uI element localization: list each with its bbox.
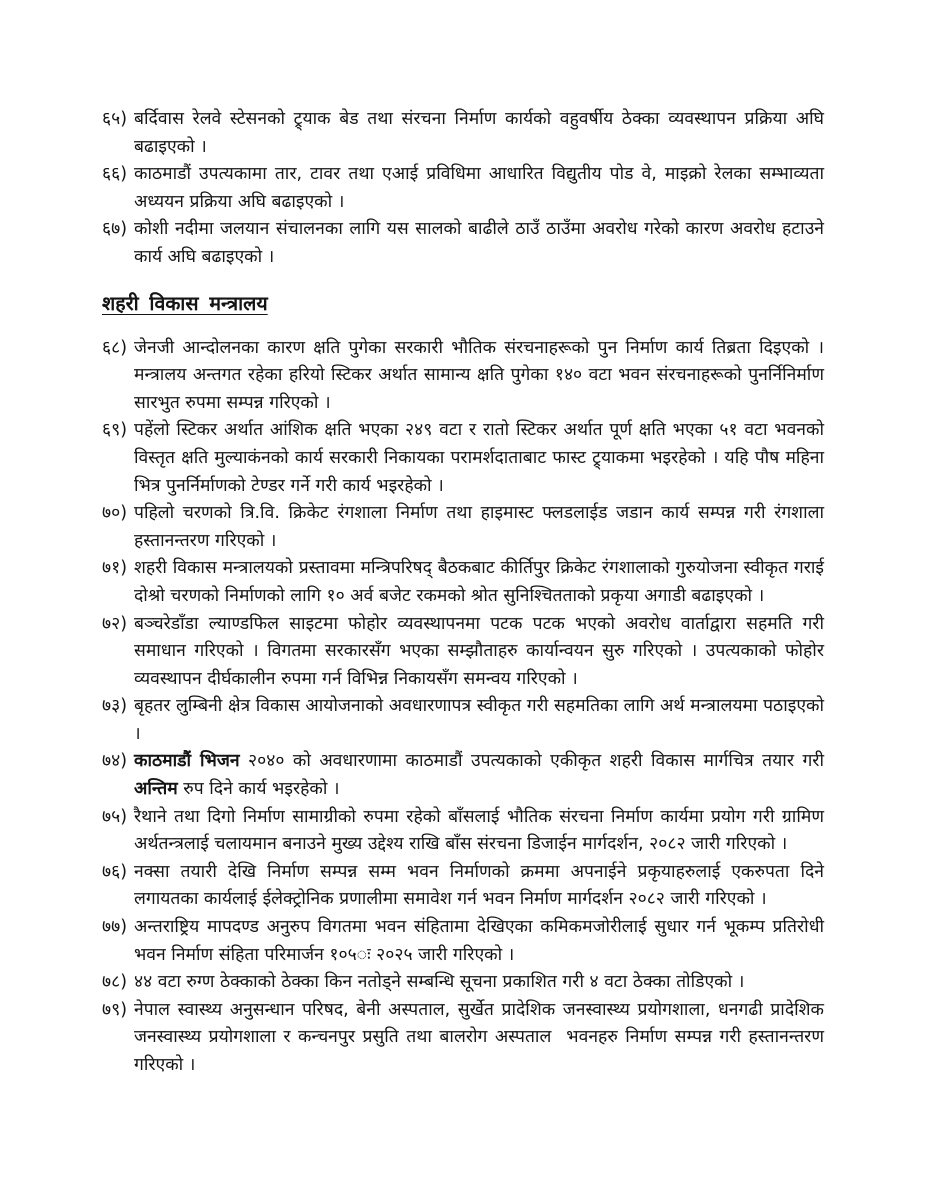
- list-item: [102, 969, 824, 997]
- item-text: काठमाडौं उपत्यकामा तार, टावर तथा एआई प्रविधिमा आधारित विद्युतीय पोड वे, माइक्रो रेलका सम्भाव्यता अध्ययन प्रक्रिया अघि बढाइएको ।: [134, 164, 824, 212]
- list-item: [102, 500, 824, 555]
- section-heading: शहरी विकास मन्त्रालय: [102, 291, 268, 315]
- item-text: पहिलो चरणको त्रि.वि. क्रिकेट रंगशाला निर्माण तथा हाइमास्ट फ्लडलाईड जडान कार्य सम्पन्न गरी रंगशाला हस्तानन्तरण गरिएको ।: [134, 503, 824, 551]
- list-item: [102, 161, 824, 216]
- item-text: नक्सा तयारी देखि निर्माण सम्पन्न सम्म भवन निर्माणको क्रममा अपनाईने प्रकृयाहरुलाई एकरुपता दिने लगायतका कार्यलाई ईलेक्ट्रोनिक प्रणालीमा समावेश गर्न भवन निर्माण मार्गदर्शन २०८२ जारी गरिएको ।: [134, 861, 824, 910]
- item-number: ६८): [102, 337, 128, 358]
- item-text: बर्दिवास रेलवे स्टेसनको ट्र्याक बेड तथा संरचना निर्माण कार्यको वहुवर्षीय ठेक्का व्यवस्थापन प्रक्रिया अघि बढाइएको ।: [134, 109, 824, 157]
- list-item: [102, 611, 824, 694]
- bold-phrase: अन्तिम: [134, 779, 178, 800]
- list-item: [102, 997, 824, 1080]
- item-text: [134, 748, 824, 803]
- item-number: ६७): [102, 219, 128, 240]
- item-number: ७५): [102, 806, 128, 827]
- document-page: [102, 106, 824, 1080]
- item-text: पहेंलो स्टिकर अर्थात आंशिक क्षति भएका २४९ वटा र रातो स्टिकर अर्थात पूर्ण क्षति भएका ५१ वटा भवनको विस्तृत क्षति मुल्याकंनको कार्य सरकारी निकायका परामर्शदाताबाट फास्ट ट्र्याकमा भइरहेको । यहि पौष महिना भित्र पुनर्निर्माणको टेण्डर गर्ने गरी कार्य भइरहेको ।: [134, 420, 824, 496]
- item-number: ७४): [102, 751, 128, 772]
- item-text: ४४ वटा रुग्ण ठेक्काको ठेक्का किन नतोड्ने सम्बन्धि सूचना प्रकाशित गरी ४ वटा ठेक्का तोडिएको ।: [134, 972, 745, 993]
- list-item: [102, 804, 824, 859]
- list-item: [102, 914, 824, 969]
- item-text: जेनजी आन्दोलनका कारण क्षति पुगेका सरकारी भौतिक संरचनाहरूको पुन निर्माण कार्य तिब्रता दिइएको । मन्त्रालय अन्तगत रहेका हरियो स्टिकर अर्थात सामान्य क्षति पुगेका १४० वटा भवन संरचनाहरूको पुनर्निनिर्माण सारभुत रुपमा सम्पन्न गरिएको ।: [134, 337, 824, 413]
- item-number: ७६): [102, 861, 128, 882]
- item-number: ६९): [102, 420, 128, 441]
- list-item: [102, 216, 824, 271]
- item-text: नेपाल स्वास्थ्य अनुसन्धान परिषद, बेनी अस्पताल, सुर्खेत प्रादेशिक जनस्वास्थ्य प्रयोगशाला, धनगढी प्रादेशिक जनस्वास्थ्य प्रयोगशाला र कन्चनपुर प्रसुति तथा बालरोग अस्पताल भवनहरु निर्माण सम्पन्न गरी हस्तानन्तरण गरिएको ।: [134, 999, 824, 1075]
- item-text: बञ्चरेडाँडा ल्याण्डफिल साइटमा फोहोर व्यवस्थापनमा पटक पटक भएको अवरोध वार्ताद्वारा सहमति गरी समाधान गरिएको । विगतमा सरकारसँग भएका सम्झौताहरु कार्यान्वयन सुरु गरिएको । उपत्यकाको फोहोर व्यवस्थापन दीर्घकालीन रुपमा गर्न विभिन्न निकायसँग समन्वय गरिएको ।: [134, 613, 824, 689]
- item-text: बृहतर लुम्बिनी क्षेत्र विकास आयोजनाको अवधारणापत्र स्वीकृत गरी सहमतिका लागि अर्थ मन्त्रालयमा पठाइएको ।: [134, 696, 824, 744]
- item-number: ७३): [102, 696, 128, 717]
- item-number: ६५): [102, 109, 128, 129]
- item-text-run: २०४० को अवधारणामा काठमाडौं उपत्यकाको एकीकृत शहरी विकास मार्गचित्र तयार गरी: [239, 751, 824, 772]
- item-number: ७२): [102, 613, 128, 634]
- list-item: [102, 748, 824, 803]
- item-text: कोशी नदीमा जलयान संचालनका लागि यस सालको बाढीले ठाउँ ठाउँमा अवरोध गरेको कारण अवरोध हटाउने कार्य अघि बढाइएको ।: [134, 219, 824, 267]
- item-number: ७८): [102, 972, 128, 993]
- top-item-list: [102, 106, 824, 272]
- item-text: अन्तराष्ट्रिय मापदण्ड अनुरुप विगतमा भवन संहितामा देखिएका कमिकमजोरीलाई सुधार गर्न भूकम्प प्रतिरोधी भवन निर्माण संहिता परिमार्जन १०५◌ः २०२५ जारी गरिएको ।: [134, 917, 824, 965]
- item-number: ७७): [102, 917, 128, 938]
- bold-phrase: काठमाडौं भिजन: [134, 751, 240, 772]
- item-number: ६६): [102, 164, 128, 185]
- item-text-run: रुप दिने कार्य भइरहेको ।: [177, 779, 340, 800]
- list-item: [102, 335, 824, 418]
- item-number: ७०): [102, 503, 128, 524]
- section-item-list: [102, 335, 824, 1080]
- list-item: [102, 106, 824, 161]
- list-item: [102, 555, 824, 610]
- item-text: रैथाने तथा दिगो निर्माण सामाग्रीको रुपमा रहेको बाँसलाई भौतिक संरचना निर्माण कार्यमा प्रयोग गरी ग्रामिण अर्थतन्त्रलाई चलायमान बनाउने मुख्य उद्देश्य राखि बाँस संरचना डिजाईन मार्गदर्शन, २०८२ जारी गरिएको ।: [134, 806, 824, 855]
- list-item: [102, 859, 824, 914]
- item-text: शहरी विकास मन्त्रालयको प्रस्तावमा मन्त्रिपरिषद् बैठकबाट कीर्तिपुर क्रिकेट रंगशालाको गुरुयोजना स्वीकृत गराई दोश्रो चरणको निर्माणको लागि १० अर्व बजेट रकमको श्रोत सुनिश्चितताको प्रकृया अगाडी बढाइएको ।: [134, 558, 824, 606]
- list-item: [102, 693, 824, 748]
- list-item: [102, 417, 824, 500]
- item-number: ७१): [102, 558, 128, 579]
- item-number: ७९): [102, 999, 128, 1020]
